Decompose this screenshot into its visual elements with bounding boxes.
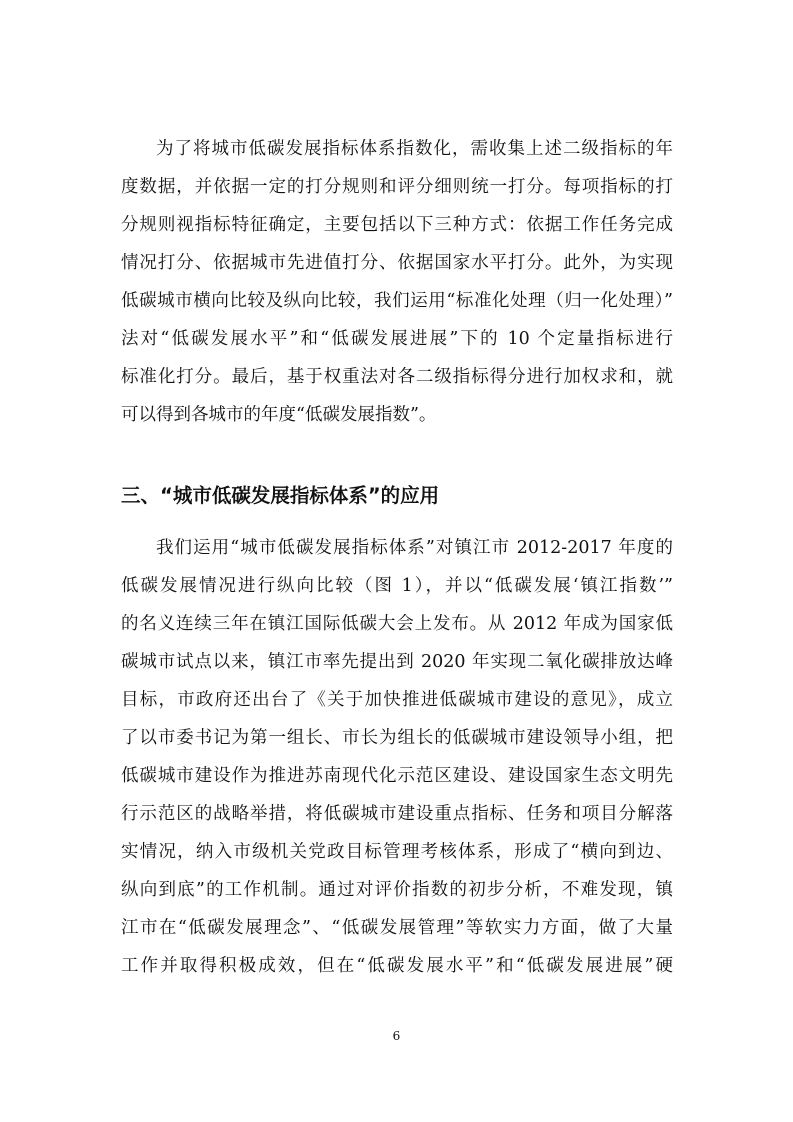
paragraph-line: 纵向到底”的工作机制。通过对评价指数的初步分析，不难发现，镇 bbox=[121, 880, 673, 900]
paragraph-line: 实情况，纳入市级机关党政目标管理考核体系，形成了“横向到边、 bbox=[121, 842, 673, 862]
paragraph-line: 标准化打分。最后，基于权重法对各二级指标得分进行加权求和，就 bbox=[121, 367, 673, 387]
paragraph-line: 为了将城市低碳发展指标体系指数化，需收集上述二级指标的年 bbox=[156, 139, 673, 159]
paragraph-line: 碳城市试点以来，镇江市率先提出到 2020 年实现二氧化碳排放达峰 bbox=[121, 652, 673, 672]
section-heading: 三、“城市低碳发展指标体系”的应用 bbox=[121, 484, 440, 507]
paragraph-line: 低碳城市建设作为推进苏南现代化示范区建设、建设国家生态文明先 bbox=[121, 766, 673, 786]
paragraph-line: 低碳城市横向比较及纵向比较，我们运用“标准化处理（归一化处理）” bbox=[121, 291, 673, 311]
paragraph-line: 度数据，并依据一定的打分规则和评分细则统一打分。每项指标的打 bbox=[121, 177, 673, 197]
paragraph-line: 工作并取得积极成效，但在“低碳发展水平”和“低碳发展进展”硬 bbox=[121, 956, 673, 976]
paragraph-line: 低碳发展情况进行纵向比较（图 1），并以“低碳发展‘镇江指数’” bbox=[121, 576, 673, 596]
paragraph-line: 行示范区的战略举措，将低碳城市建设重点指标、任务和项目分解落 bbox=[121, 804, 673, 824]
paragraph-line: 分规则视指标特征确定，主要包括以下三种方式：依据工作任务完成 bbox=[121, 215, 673, 235]
paragraph-line: 情况打分、依据城市先进值打分、依据国家水平打分。此外，为实现 bbox=[121, 253, 673, 273]
paragraph-line: 了以市委书记为第一组长、市长为组长的低碳城市建设领导小组，把 bbox=[121, 728, 673, 748]
paragraph-line: 的名义连续三年在镇江国际低碳大会上发布。从 2012 年成为国家低 bbox=[121, 614, 673, 634]
paragraph-line: 法对“低碳发展水平”和“低碳发展进展”下的 10 个定量指标进行 bbox=[121, 329, 673, 349]
page-number: 6 bbox=[392, 1029, 401, 1043]
paragraph-line: 目标，市政府还出台了《关于加快推进低碳城市建设的意见》，成立 bbox=[121, 690, 673, 710]
paragraph-line: 可以得到各城市的年度“低碳发展指数”。 bbox=[121, 405, 437, 425]
paragraph-line: 我们运用“城市低碳发展指标体系”对镇江市 2012-2017 年度的 bbox=[156, 538, 673, 558]
paragraph-line: 江市在“低碳发展理念”、“低碳发展管理”等软实力方面，做了大量 bbox=[121, 918, 673, 938]
